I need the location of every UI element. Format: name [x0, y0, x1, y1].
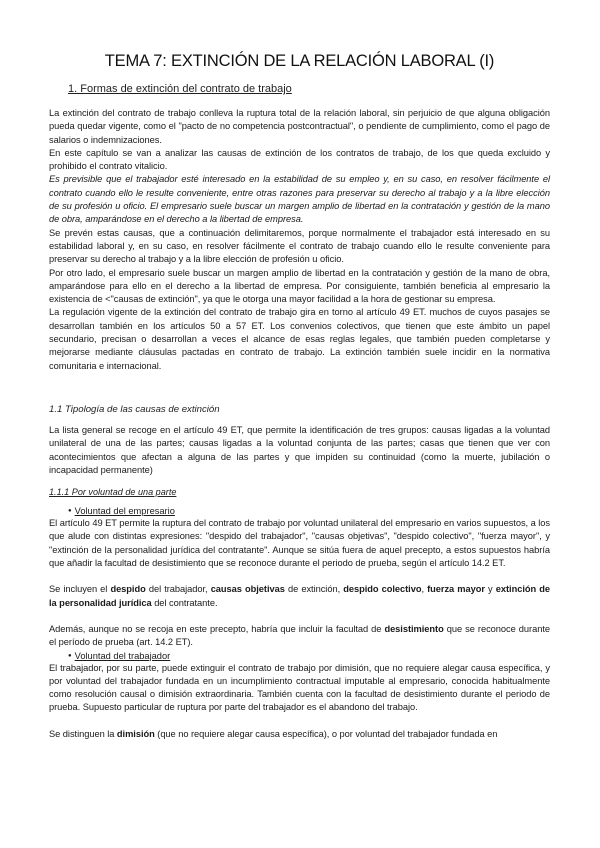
text-run: del contratante. — [151, 597, 218, 608]
paragraph-italic: Es previsible que el trabajador esté interesado en la estabilidad de su empleo y, en su caso, en resolver fácilmente el contrato cuando ello le resulte conveniente, entre otras razones para preservar su derecho al trabajo y a la libre elección de su profesión u oficio. El empresario suele buscar un margen amplio de libertad en la contratación y gestión de la mano de obra, amparándose en el derecho a la libertad de empresa. — [49, 174, 550, 225]
bold-term: despido — [110, 584, 146, 595]
bold-term: despido colectivo — [343, 584, 422, 595]
text-run: que se reconoce durante el período de prueba (art. 14.2 ET). — [49, 623, 550, 648]
paragraph: En este capítulo se van a analizar las causas de extinción de los contratos de trabajo, de los que queda excluido y prohibido el contrato vitalicio. — [49, 147, 550, 172]
paragraph-highlights — [49, 623, 550, 650]
bold-term: extinción de la personalidad jurídica — [49, 584, 550, 608]
text-run: del trabajador, — [145, 584, 211, 595]
paragraph: Se prevén estas causas, que a continuación delimitaremos, porque normalmente el trabajador está interesado en su estabilidad laboral y, en su caso, en resolver fácilmente el contrato de trabajo cuando ello le resulte conveniente para preservar su derecho al trabajo y a la libre elección de profesión u oficio. — [49, 227, 550, 265]
paragraph: La extinción del contrato de trabajo conlleva la ruptura total de la relación laboral, sin perjuicio de que alguna obligación pueda quedar vigente, como el "pacto de no competencia postcontractual", o pendiente de cumplimiento, como el pago de salarios o indemnizaciones. — [49, 108, 550, 145]
paragraph: El trabajador, por su parte, puede extinguir el contrato de trabajo por dimisión, que no requiere alegar causa específica, y por voluntad del trabajador fundada en un incumplimiento contractual imputable al empresario, conocida habitualmente como resolución causal o dimisión extraordinaria. También cuenta con la facultad de desistimiento durante el periodo de prueba. Supuesto particular de ruptura por parte del trabajador es el abandono del trabajo. — [49, 662, 550, 713]
section-heading-1: 1. Formas de extinción del contrato de trabajo — [68, 83, 292, 95]
text-run: Además, aunque no se recoja en este precepto, habría que incluir la facultad de — [49, 623, 385, 634]
text-run: y — [484, 584, 496, 595]
paragraph: La lista general se recoge en el artículo 49 ET, que permite la identificación de tres grupos: causas ligadas a la voluntad unilateral de una de las partes; causas ligadas a la voluntad conjunta de las partes; casas que tienen que ver con acontecimientos que afectan a alguna de las partes y que impiden su continuidad (como la muerte, jubilación o incapacidad permanente) — [49, 424, 550, 475]
paragraph-highlights — [49, 728, 550, 741]
text-run: de extinción, — [284, 584, 344, 595]
section-heading-1-1: 1.1 Tipología de las causas de extinción — [49, 403, 220, 415]
paragraph: Por otro lado, el empresario suele buscar un margen amplio de libertad en la contratación y gestión de la mano de obra, amparándose para ello en el derecho a la libertad de empresa. Por consiguiente, también beneficia al empresario la existencia de <"causas de extinción", ya que le otorga una mayor facilidad a la hora de gestionar su empresa. — [49, 267, 550, 305]
bullet-item — [68, 650, 550, 662]
bold-term: desistimiento — [384, 623, 444, 634]
paragraph: La regulación vigente de la extinción del contrato de trabajo gira en torno al artículo 49 ET. muchos de cuyos pasajes se desarrollan también en los artículos 50 a 57 ET. Los convenios colectivos, que tienen que este ámbito un papel secundario, precisan o desarrollan a veces el alcance de esas reglas legales, que también pueden completarse y mejorarse mediante cláusulas pactadas en contrato de trabajo. La extinción también suele incidir en la normativa comunitaria e internacional. — [49, 307, 550, 371]
text-run: , — [421, 584, 428, 595]
paragraph: El artículo 49 ET permite la ruptura del contrato de trabajo por voluntad unilateral del empresario en varios supuestos, a los que alude con distintas expresiones: "despido del trabajador", "causas objetivas", "despido colectivo", "fuerza mayor", y "extinción de la personalidad jurídica del contratante". Aunque se sitúa fuera de aquel precepto, a estos supuestos habría que añadir la facultad de desistimiento que se reconoce durante el periodo de prueba, según el artículo 14.2 ET. — [49, 518, 551, 569]
bullet-icon: ● — [68, 508, 72, 515]
bullet-label: Voluntad del empresario — [74, 506, 175, 517]
section-heading-1-1-1: 1.1.1 Por voluntad de una parte — [49, 487, 177, 498]
bullet-label: Voluntad del trabajador — [74, 650, 171, 661]
bold-term: dimisión — [116, 728, 155, 739]
paragraph-highlights — [49, 583, 550, 610]
bullet-icon: ● — [68, 652, 72, 659]
text-run: Se distinguen la — [49, 728, 117, 739]
text-run: Se incluyen el — [49, 584, 111, 595]
page-title: TEMA 7: EXTINCIÓN DE LA RELACIÓN LABORAL (I) — [104, 52, 495, 70]
bold-term: fuerza mayor — [427, 584, 485, 595]
bold-term: causas objetivas — [210, 584, 285, 595]
bullet-item — [68, 505, 550, 517]
text-run: (que no requiere alegar causa específica), o por voluntad del trabajador fundada en — [154, 728, 498, 739]
